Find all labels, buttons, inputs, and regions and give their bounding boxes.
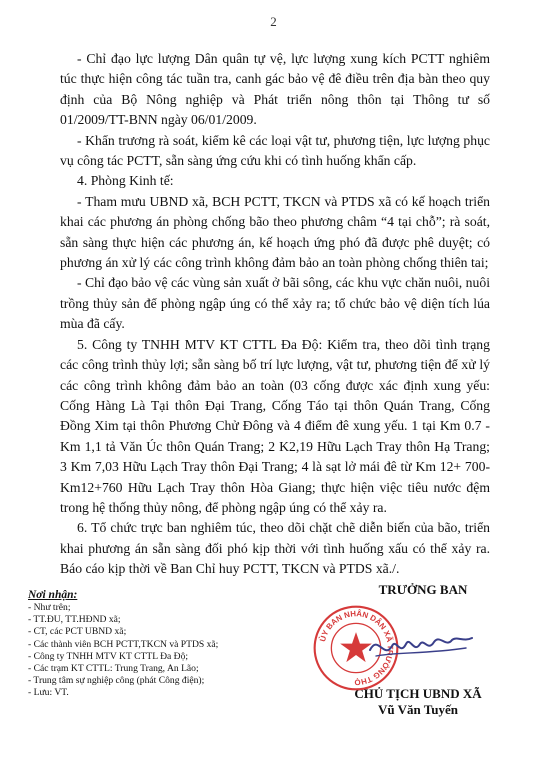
signature-block (300, 582, 516, 718)
heading-economic-department: 4. Phòng Kinh tế: (77, 173, 174, 189)
signer-title: TRƯỞNG BAN (378, 582, 468, 597)
recipients-list (28, 602, 298, 700)
paragraph-militia-patrol: - Chỉ đạo lực lượng Dân quân tự vệ, lực lượng xung kích PCTT nghiêm túc thực hiện công tác tuần tra, canh gác bảo vệ đê điều trên địa bàn theo quy định của Bộ Nông nghiệp và Phát triển nông thôn tại Thông tư số 01/2009/TT-BNN ngày 06/01/2009. (60, 51, 490, 128)
recipient-item: - Như trên; (28, 602, 71, 613)
paragraph-advise-plans: - Tham mưu UBND xã, BCH PCTT, TKCN và PTDS xã có kế hoạch triển khai các phương án phòng chống bão theo phương châm “4 tại chỗ”; rà soát, sẵn sàng thực hiện các phương án, kế hoạch ứng phó đã được phê duyệt; có phương án xử lý các công trình không đảm bảo an toàn phòng chống thiên tai; (60, 193, 490, 271)
recipient-item: - Các thành viên BCH PCTT,TKCN và PTDS xã; (28, 638, 219, 650)
signer-role: CHỦ TỊCH UBND XÃ (354, 686, 482, 701)
paragraph-inventory-review: - Khẩn trương rà soát, kiểm kê các loại vật tư, phương tiện, lực lượng phục vụ công tác PCTT, sẵn sàng ứng cứu khi có tình huống khẩn cấp. (60, 132, 490, 169)
seal-text: ỦY BAN NHÂN DÂN XÃ TRƯỜNG THỌ (318, 609, 395, 687)
paragraph-protect-production: - Chỉ đạo bảo vệ các vùng sản xuất ở bãi sông, các khu vực chăn nuôi, nuôi trồng thủy sản để phòng ngập úng có thể xảy ra; tổ chức bảo vệ diện tích lúa mùa đã cấy. (60, 275, 490, 332)
recipient-item: - Công ty TNHH MTV KT CTTL Đa Độ; (28, 650, 189, 662)
recipient-item: - Trung tâm sự nghiệp công (phát Công điện); (28, 675, 205, 687)
document-body (60, 49, 490, 580)
signer-name: Vũ Văn Tuyến (378, 702, 458, 717)
recipients-block (28, 588, 298, 700)
paragraph-irrigation-company: 5. Công ty TNHH MTV KT CTTL Đa Độ: Kiểm tra, theo dõi tình trạng các công trình thủy lợi; sẵn sàng bố trí lực lượng, vật tư, phương tiện để xử lý các công trình không đảm bảo an toàn (03 cống được xác định xung yếu: Cống Hàng Là Tại thôn Đại Trang, Cống Táo tại thôn Quán Trang, Cống Đồng Xim tại thôn Phương Chử Đông và 4 điểm đê xung yếu. 1 tại Km 0.7 - Km 1,1 tả Văn Úc thôn Quán Trang; 2 K2,19 Hữu Lạch Tray thôn Hạ Trang; 3 Km 7,03 Hữu Lạch Tray thôn Đại Trang; 4 là sạt lở mái đê từ Km 12+ 700- Km12+760 Hữu Lạch Tray thôn Hòa Giang; thực hiện việc tiêu nước đệm trong hệ thống thủy nông, để phòng ngập úng có thể xảy ra. (60, 336, 490, 515)
recipient-item: - TT.ĐU, TT.HĐND xã; (28, 614, 121, 626)
page-number: 2 (270, 14, 277, 29)
recipient-item: - Các trạm KT CTTL: Trung Trang, An Lão; (28, 663, 199, 675)
recipient-item: - Lưu: VT. (28, 687, 69, 699)
handwritten-signature-icon (366, 626, 476, 666)
paragraph-on-duty: 6. Tổ chức trực ban nghiêm túc, theo dõi chặt chẽ diễn biến của bão, triển khai phương án sẵn sàng đối phó kịp thời với tình huống xấu có thể xảy ra. Báo cáo kịp thời về Ban Chỉ huy PCTT, TKCN và PTDS xã./. (60, 520, 490, 577)
stamp-area (300, 604, 516, 687)
recipient-item: - CT, các PCT UBND xã; (28, 626, 127, 638)
recipients-title: Nơi nhận: (28, 589, 78, 601)
